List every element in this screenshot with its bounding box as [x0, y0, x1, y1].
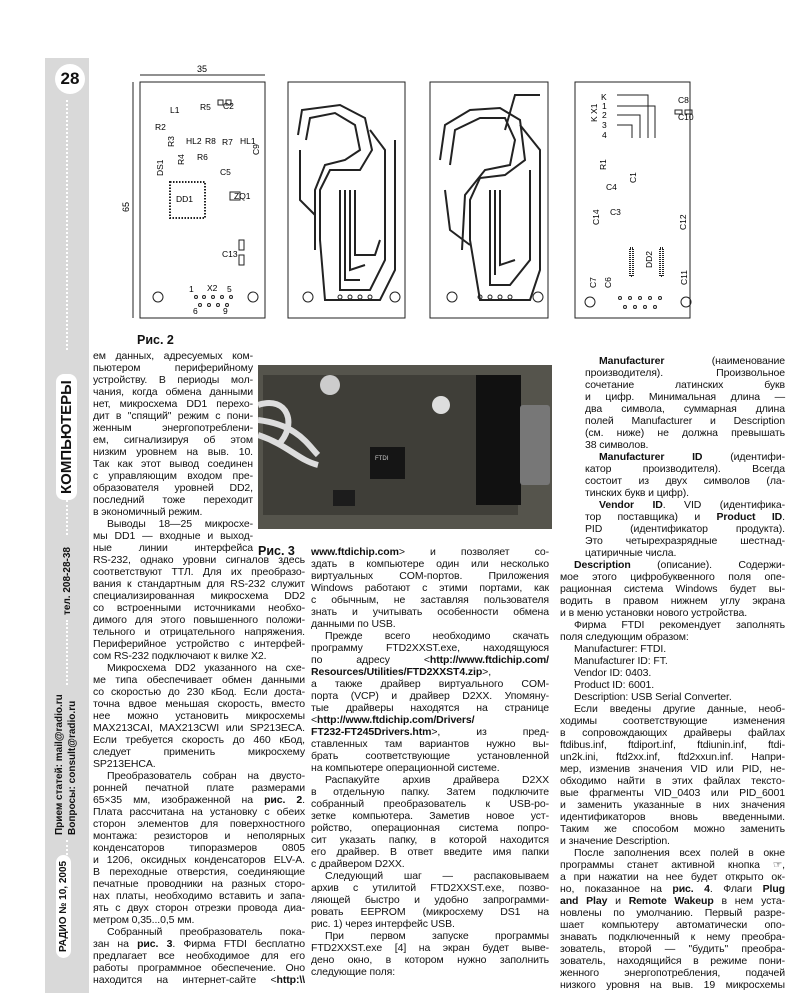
component-label: C10 [678, 112, 694, 122]
text-line: Периферийное устройство с интерфей- [93, 638, 305, 650]
text-line: Description: USB Serial Converter. [574, 691, 732, 703]
text-line: женным энергопотреблени- [93, 422, 253, 434]
text-span: > и позволяет со- [398, 546, 549, 558]
text-line [560, 355, 785, 367]
component-label: C2 [223, 101, 234, 111]
text-line: un2k.ini, ftd2xx.inf, ftd2xxun.inf. Напри- [560, 751, 785, 763]
component-label: X2 [207, 283, 218, 293]
text-line: нее можно установить микросхемы [93, 710, 305, 722]
text-span: в нем уста- [713, 895, 785, 907]
component-label: C5 [220, 167, 231, 177]
text-line: дит в "спящий" режим с пони- [93, 410, 253, 422]
text-line: Плата рассчитана на установку с обеих [93, 806, 305, 818]
text-line: работы программное обеспечение. Оно [93, 962, 305, 974]
figure-2-pcb [0, 0, 794, 340]
text-line: метром 0,35...0,5 мм. [93, 914, 195, 926]
text-span: (описание). Содержи- [630, 559, 785, 571]
component-label: R8 [205, 136, 216, 146]
component-label: C3 [610, 207, 621, 217]
text-line: ем данных, адресуемых ком- [93, 350, 253, 362]
text-span: зан на [93, 938, 138, 950]
text-line: сом RS-232 подключают к вилке X2. [93, 650, 267, 662]
component-label: R7 [222, 137, 233, 147]
text-line: и значение Description. [560, 835, 670, 847]
text-line: в отдельную папку. Затем подключите [311, 786, 549, 798]
component-label: R5 [200, 102, 211, 112]
text-line: в экономичный режим. [93, 506, 203, 518]
text-line: женного энергопотребления, подачей [560, 967, 785, 979]
component-label: C1 [628, 172, 638, 183]
text-line: катор производителя). Всегда [585, 463, 785, 475]
text-line: Микросхема DD2 указанного на схе- [107, 662, 305, 674]
text-line [560, 883, 785, 895]
text-line: следующие поля: [311, 966, 396, 978]
component-label: DD1 [176, 194, 194, 204]
text-line: ные линии интерфейса [93, 542, 253, 554]
text-span: (идентифи- [702, 451, 785, 463]
text-span: . VID (идентифика- [662, 499, 785, 511]
figure-2-caption: Рис. 2 [137, 333, 174, 347]
component-label: DS1 [155, 159, 165, 176]
text-line: и в меню установки нового устройства. [560, 607, 748, 619]
text-line [93, 974, 305, 986]
text-line: пьютером периферийному [93, 362, 253, 374]
text-line: устройству. В периоды мол- [93, 374, 253, 386]
bold-text: рис. 2 [264, 794, 303, 806]
text-line: и цифр. Минимальная длина — [585, 391, 785, 403]
text-line: ровать EEPROM (микросхему DS1 на [311, 906, 549, 918]
text-line: новлены по умолчанию. Первый разре- [560, 907, 785, 919]
text-line: цатиричные числа. [585, 547, 677, 559]
component-label: 1 [602, 101, 607, 111]
text-line: тельного и отрицательного напряжения. [93, 626, 305, 638]
component-label: DD2 [644, 250, 654, 268]
text-line [560, 559, 785, 571]
phone: тел. 208-28-38 [62, 547, 73, 615]
component-label: HL2 [186, 136, 202, 146]
text-line: При первом запуске программы [325, 930, 549, 942]
component-label: HL1 [240, 136, 256, 146]
text-line: дено окно, в котором нужно заполнить [311, 954, 549, 966]
divider [66, 620, 70, 685]
bold-text: and Play [560, 895, 608, 907]
text-line: шает компьютеру автоматически опо- [560, 919, 785, 931]
text-line: ходимы соответствующие изменения [560, 715, 785, 727]
text-span: . [782, 511, 785, 523]
divider [66, 500, 70, 535]
text-line: программы станет активной кнопка ☞, [560, 859, 785, 871]
text-line: обходимо найти в этих файлах тексто- [560, 775, 785, 787]
text-line: Product ID: 6001. [574, 679, 655, 691]
component-label: 9 [223, 306, 228, 316]
bold-text: рис. 3 [137, 938, 173, 950]
text-line: Преобразователь собран на двусто- [107, 770, 305, 782]
text-line [560, 511, 785, 523]
text-span: (наименование [664, 355, 785, 367]
articles-email: Прием статей: mail@radio.ru [54, 694, 65, 835]
text-line [311, 654, 549, 666]
text-line: мы DD1 — входные и выход- [93, 530, 253, 542]
text-line: сит указать папку, в которой находится [311, 834, 549, 846]
ftdi-chip [370, 447, 405, 479]
component-label: 6 [193, 306, 198, 316]
text-line: Прежде всего необходимо скачать [325, 630, 549, 642]
component-label: R6 [197, 152, 208, 162]
text-line: на компьютере операционной системе. [311, 762, 500, 774]
text-line: монтажа: резисторов и неполярных [93, 830, 305, 842]
component-label: R2 [155, 122, 166, 132]
text-span: находится на интернет-сайте < [93, 974, 277, 986]
component-label: C14 [591, 209, 601, 225]
text-line: со встроенными источниками необхо- [93, 602, 305, 614]
text-line: а при нажатии на нее будет открыто ок- [560, 871, 785, 883]
text-line: низкого уровня на выв. 19 микросхемы [560, 979, 785, 991]
text-line: мер, изменив значения VID или PID, не- [560, 763, 785, 775]
text-line [93, 794, 305, 806]
text-span: но, показанное на [560, 883, 673, 895]
text-column-2 [311, 546, 549, 978]
bold-text: FT232-FT245Drivers.htm [311, 726, 432, 738]
text-line: димого для этого повышенного положи- [93, 614, 305, 626]
text-line: MAX213CAI, MAX213CWI или SP213ECA. [93, 722, 305, 734]
text-line: сторон элементов для поверхностного [93, 818, 305, 830]
text-line: мое этого цифробуквенного поля опе- [560, 571, 785, 583]
text-line: его драйвер. В ответ введите имя папки [311, 846, 549, 858]
component-label: ZQ1 [234, 191, 251, 201]
text-line: Windows работают с этими портами, как [311, 582, 549, 594]
bold-text: Vendor ID [599, 499, 663, 511]
text-line: ляющей быстро и удобно запрограмми- [311, 894, 549, 906]
component-label: C7 [588, 277, 598, 288]
text-line: Это четырехразрядные шестнад- [585, 535, 785, 547]
text-line: Выводы 18—25 микросхе- [107, 518, 253, 530]
bold-text: рис. 4 [672, 883, 710, 895]
text-line: ставленных там вариантов нужно вы- [311, 738, 549, 750]
component-label: K X1 [589, 103, 599, 122]
bold-text: Remote Wakeup [628, 895, 714, 907]
text-line: чания, когда обмена данными [93, 386, 253, 398]
text-line: зователь, второй — "будить" преобра- [560, 943, 785, 955]
component-label: C6 [603, 277, 613, 288]
component-label: 3 [602, 120, 607, 130]
component-label: C13 [222, 249, 238, 259]
chip-marking: FTDI [375, 456, 389, 462]
text-line: специализированная микросхема DD2 [93, 590, 305, 602]
text-column-1 [93, 350, 305, 986]
text-line: 38 символов. [585, 439, 649, 451]
text-line: нет, микросхема DD1 перехо- [93, 398, 253, 410]
text-line: (см. ниже) не должна превышать [585, 427, 785, 439]
text-line: конденсаторов типоразмеров 0805 [93, 842, 305, 854]
text-line: собранный преобразователь к USB-ро- [311, 798, 549, 810]
component-label: C12 [678, 214, 688, 230]
text-line: Vendor ID: 0403. [574, 667, 652, 679]
text-line: виртуальных COM-портов. Приложения [311, 570, 549, 582]
text-span: и [607, 895, 629, 907]
figure-3-caption: Рис. 3 [258, 544, 295, 558]
text-line: брать соответствующие установленной [311, 750, 549, 762]
text-line: Так как этот вывод соединен [93, 458, 253, 470]
text-line: программу FTD2XXST.exe, находящуюся [311, 642, 549, 654]
text-span: 65×35 мм, изображенной на [93, 794, 265, 806]
text-line: ронней печатной плате размерами [93, 782, 305, 794]
text-line: PID (идентификатор продукта). [585, 523, 785, 535]
text-line: Таким же способом можно заменить [560, 823, 785, 835]
text-line: Фирма FTDI рекомендует заполнять [574, 619, 785, 631]
text-line: низким уровнем на выв. 10. [93, 446, 253, 458]
bold-text: http://www.ftdichip.com/ [429, 654, 549, 666]
text-line: ftdibus.inf, ftdiport.inf, ftdiunin.inf, ftdi- [560, 739, 785, 751]
bold-text: Description [574, 559, 631, 571]
questions-email: Вопросы: consult@radio.ru [67, 700, 78, 835]
text-line: Собранный преобразователь пока- [107, 926, 305, 938]
dimension-height-label: 65 [121, 201, 131, 212]
text-line: Распакуйте архив драйвера D2XX [325, 774, 549, 786]
text-line: в сопровождающих драйверы файлах [560, 727, 785, 739]
text-line [311, 666, 549, 678]
text-line: ройство, операционная система попро- [311, 822, 549, 834]
bold-text: Product ID [716, 511, 783, 523]
text-line: порта (VCP) и драйвер D2XX. Упомяну- [311, 690, 549, 702]
text-span: тор поставщика) и [585, 511, 717, 523]
text-line: с драйвером D2XX. [311, 858, 405, 870]
issue-info: РАДИО № 10, 2005 [56, 855, 71, 958]
component-label: C4 [606, 182, 617, 192]
text-line: данными по USB. [311, 618, 396, 630]
text-line: поля следующим образом: [560, 631, 689, 643]
text-line: нах платы, необходимо вставить и запа- [93, 890, 305, 902]
text-line: вания к стандартным для RS-232 служит [93, 578, 305, 590]
component-label: 1 [189, 284, 194, 294]
text-line: водить в правом нижнем углу экрана [560, 595, 785, 607]
text-line: два символа, суммарная длина [585, 403, 785, 415]
text-line: тые драйверы находятся на странице [311, 702, 549, 714]
text-span: . Флаги [709, 883, 763, 895]
text-line: зователь, находящийся в режиме пони- [560, 955, 785, 967]
section-title: КОМПЬЮТЕРЫ [56, 374, 77, 500]
text-line: Следующий шаг — распаковываем [325, 870, 549, 882]
text-line: образователя уровней DD2, [93, 482, 253, 494]
text-line: зетке компьютера. Заметив новое уст- [311, 810, 549, 822]
bold-text: Plug [762, 883, 785, 895]
component-label: 5 [227, 284, 232, 294]
text-line [311, 714, 549, 726]
text-line: а также драйвер виртуального COM- [311, 678, 549, 690]
text-line: полей Manufacturer и Description [585, 415, 785, 427]
text-line: последний тоже переходит [93, 494, 253, 506]
bold-text: http://www.ftdichip.com/Drivers/ [317, 714, 475, 726]
text-span: >, [482, 666, 492, 678]
bold-text: Manufacturer [599, 355, 665, 367]
db9-connector [476, 375, 521, 505]
text-line: вые фрагменты VID_0403 или PID_6001 [560, 787, 785, 799]
text-line [93, 938, 305, 950]
text-line: FTD2XXST.exe [4] на экран будет выве- [311, 942, 549, 954]
component-label: R3 [166, 136, 176, 147]
text-line: и 1206, оксидных конденсаторов ELV-A. [93, 854, 305, 866]
page-number: 28 [55, 64, 85, 94]
text-line [560, 499, 785, 511]
text-line: сочетание латинских букв [585, 379, 785, 391]
text-line: ме типа обеспечивает обмен данными [93, 674, 305, 686]
text-line: RS-232, однако уровни сигналов здесь [93, 554, 305, 566]
text-line: печатные проводники на разных сторо- [93, 878, 305, 890]
text-line: знавать подключенный к нему преобра- [560, 931, 785, 943]
component-label: L1 [170, 105, 180, 115]
text-line [560, 895, 785, 907]
component-label: K [601, 92, 607, 102]
text-line: Manufacturer ID: FT. [574, 655, 668, 667]
divider [66, 840, 70, 855]
text-line: После заполнения всех полей в окне [574, 847, 785, 859]
dimension-width-label: 35 [197, 64, 208, 74]
text-line: с обычным, не заставляя пользователя [311, 594, 549, 606]
text-line: соответствуют ТТЛ. Для их преобразо- [93, 566, 305, 578]
text-line: Manufacturer: FTDI. [574, 643, 667, 655]
text-line: знать и учитывать особенности обмена [311, 606, 549, 618]
component-label: R4 [176, 154, 186, 165]
text-line: производителя). Произвольное [585, 367, 785, 379]
bold-text: Manufacturer ID [599, 451, 703, 463]
text-line: Если требуется скорость до 460 кБод, [93, 734, 305, 746]
text-line: Если введены другие данные, необ- [574, 703, 785, 715]
component-label: C9 [251, 144, 261, 155]
text-line: с управляющим входом пре- [93, 470, 253, 482]
text-line [311, 726, 549, 738]
text-line: SP213EHCA. [93, 758, 156, 770]
bold-text: www.ftdichip.com [311, 546, 399, 558]
text-line: ять с двух сторон отрезки провода диа- [93, 902, 305, 914]
text-line: состоит из двух символов (ла- [585, 475, 785, 487]
text-span: по адресу < [311, 654, 430, 666]
text-line: архив с утилитой FTD2XXST.exe, позво- [311, 882, 549, 894]
text-line: тинских букв и цифр). [585, 487, 689, 499]
component-label: 2 [602, 110, 607, 120]
text-column-3 [560, 355, 785, 991]
text-line [560, 451, 785, 463]
text-span: >, из пред- [431, 726, 549, 738]
bold-text: Resources/Utilities/FTD2XXST4.zip [311, 666, 483, 678]
component-label: C8 [678, 95, 689, 105]
text-line [311, 546, 549, 558]
text-line: рис. 1) через интерфейс USB. [311, 918, 455, 930]
component-label: R1 [598, 159, 608, 170]
text-span: . [302, 794, 305, 806]
text-line: здать в компьютере один или несколько [311, 558, 549, 570]
text-line: ем, сигнализируя об этом [93, 434, 253, 446]
text-line: и заменить указанные в них значения [560, 799, 785, 811]
text-line: следует применить микросхему [93, 746, 305, 758]
component-label: C11 [679, 270, 689, 285]
text-line: идентификаторов вновь введенными. [560, 811, 785, 823]
text-line: В переходные отверстия, соединяющие [93, 866, 305, 878]
text-span: < [311, 714, 318, 726]
text-span: . Фирма FTDI бесплатно [172, 938, 305, 950]
text-line: со скоростью до 230 кБод. Если доста- [93, 686, 305, 698]
component-label: 4 [602, 130, 607, 140]
text-line: точна вдвое меньшая скорость, вместо [93, 698, 305, 710]
text-line: рационная система Windows будет вы- [560, 583, 785, 595]
text-line: предлагает все необходимое для его [93, 950, 305, 962]
bold-text: http:\\ [276, 974, 305, 986]
board-top-traces [288, 82, 405, 318]
